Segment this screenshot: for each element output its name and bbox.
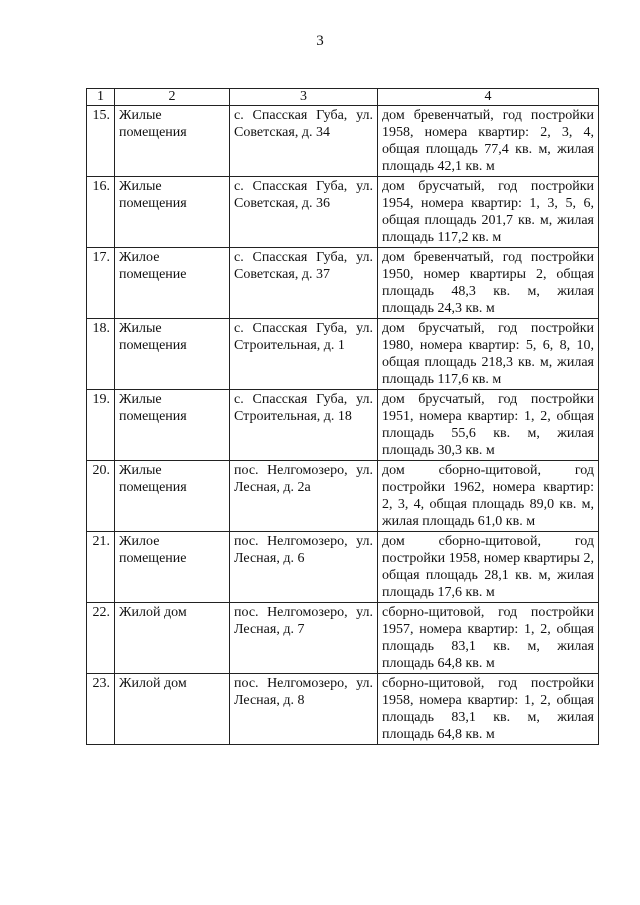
object-description: дом сборно-щитовой, год постройки 1958, номер квартиры 2, общая площадь 28,1 кв. м, жилая площадь 17,6 кв. м bbox=[378, 532, 599, 603]
object-type: Жилой дом bbox=[115, 674, 230, 745]
object-type: Жилые помещения bbox=[115, 106, 230, 177]
object-description: дом бревенчатый, год постройки 1950, номер квартиры 2, общая площадь 48,3 кв. м, жилая площадь 24,3 кв. м bbox=[378, 248, 599, 319]
column-header-2: 2 bbox=[115, 89, 230, 106]
object-address: с. Спасская Губа, ул. Советская, д. 36 bbox=[230, 177, 378, 248]
object-description: дом брусчатый, год постройки 1954, номера квартир: 1, 3, 5, 6, общая площадь 201,7 кв. м, жилая площадь 117,2 кв. м bbox=[378, 177, 599, 248]
column-header-1: 1 bbox=[87, 89, 115, 106]
table-row bbox=[87, 106, 599, 177]
object-address: с. Спасская Губа, ул. Советская, д. 37 bbox=[230, 248, 378, 319]
row-number: 21. bbox=[87, 532, 115, 603]
object-address: пос. Нелгомозеро, ул. Лесная, д. 2а bbox=[230, 461, 378, 532]
row-number: 18. bbox=[87, 319, 115, 390]
property-table bbox=[86, 88, 599, 745]
page-number: 3 bbox=[316, 33, 324, 49]
object-description: дом сборно-щитовой, год постройки 1962, номера квартир: 2, 3, 4, общая площадь 89,0 кв. м, жилая площадь 61,0 кв. м bbox=[378, 461, 599, 532]
object-address: пос. Нелгомозеро, ул. Лесная, д. 8 bbox=[230, 674, 378, 745]
object-type: Жилое помещение bbox=[115, 248, 230, 319]
object-type: Жилые помещения bbox=[115, 461, 230, 532]
object-address: с. Спасская Губа, ул. Советская, д. 34 bbox=[230, 106, 378, 177]
object-description: дом брусчатый, год постройки 1980, номера квартир: 5, 6, 8, 10, общая площадь 218,3 кв. м, жилая площадь 117,6 кв. м bbox=[378, 319, 599, 390]
table-row bbox=[87, 248, 599, 319]
header-row bbox=[87, 89, 599, 106]
object-description: дом брусчатый, год постройки 1951, номера квартир: 1, 2, общая площадь 55,6 кв. м, жилая площадь 30,3 кв. м bbox=[378, 390, 599, 461]
row-number: 15. bbox=[87, 106, 115, 177]
column-header-4: 4 bbox=[378, 89, 599, 106]
object-type: Жилое помещение bbox=[115, 532, 230, 603]
row-number: 17. bbox=[87, 248, 115, 319]
object-address: пос. Нелгомозеро, ул. Лесная, д. 7 bbox=[230, 603, 378, 674]
table-body bbox=[87, 106, 599, 745]
row-number: 16. bbox=[87, 177, 115, 248]
object-type: Жилой дом bbox=[115, 603, 230, 674]
table-row bbox=[87, 603, 599, 674]
object-description: сборно-щитовой, год постройки 1957, номера квартир: 1, 2, общая площадь 83,1 кв. м, жилая площадь 64,8 кв. м bbox=[378, 603, 599, 674]
row-number: 23. bbox=[87, 674, 115, 745]
object-type: Жилые помещения bbox=[115, 319, 230, 390]
table-row bbox=[87, 390, 599, 461]
table-row bbox=[87, 319, 599, 390]
object-type: Жилые помещения bbox=[115, 177, 230, 248]
row-number: 22. bbox=[87, 603, 115, 674]
table-row bbox=[87, 674, 599, 745]
object-address: с. Спасская Губа, ул. Строительная, д. 1 bbox=[230, 319, 378, 390]
table-row bbox=[87, 177, 599, 248]
object-type: Жилые помещения bbox=[115, 390, 230, 461]
object-address: с. Спасская Губа, ул. Строительная, д. 18 bbox=[230, 390, 378, 461]
row-number: 19. bbox=[87, 390, 115, 461]
object-description: сборно-щитовой, год постройки 1958, номера квартир: 1, 2, общая площадь 83,1 кв. м, жилая площадь 64,8 кв. м bbox=[378, 674, 599, 745]
table-row bbox=[87, 532, 599, 603]
object-description: дом бревенчатый, год постройки 1958, номера квартир: 2, 3, 4, общая площадь 77,4 кв. м, жилая площадь 42,1 кв. м bbox=[378, 106, 599, 177]
row-number: 20. bbox=[87, 461, 115, 532]
column-header-3: 3 bbox=[230, 89, 378, 106]
object-address: пос. Нелгомозеро, ул. Лесная, д. 6 bbox=[230, 532, 378, 603]
table-row bbox=[87, 461, 599, 532]
